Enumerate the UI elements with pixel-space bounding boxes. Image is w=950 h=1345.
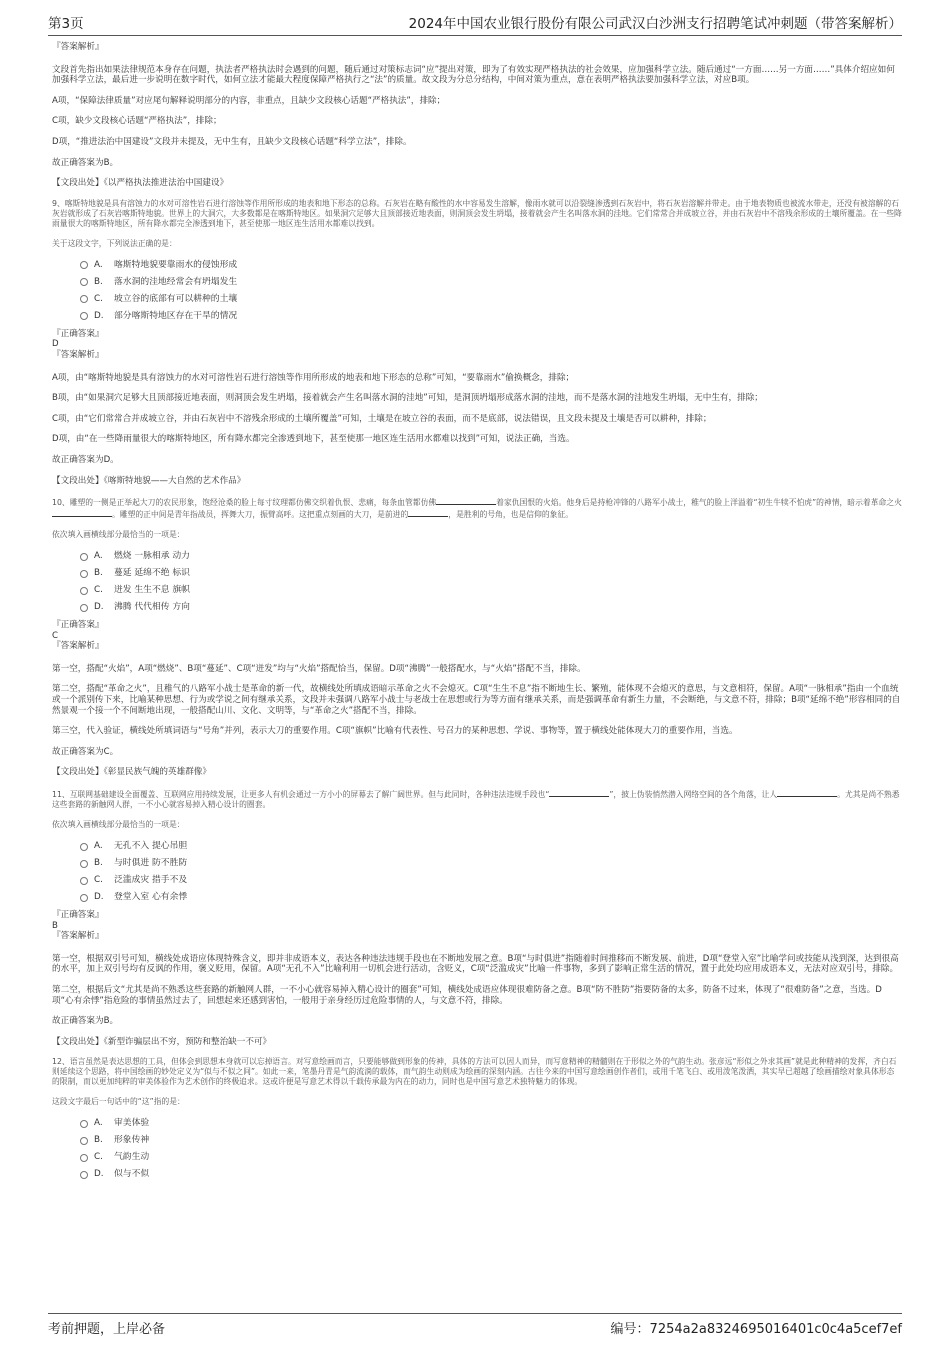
fill-blank [549,788,609,797]
radio-icon[interactable] [80,877,88,885]
q11-source: 【文段出处】《新型诈骗层出不穷，预防和整治缺一不可》 [52,1036,272,1047]
q9-conclusion: 故正确答案为D。 [52,454,119,465]
q11-question: 依次填入画横线部分最恰当的一项是： [52,820,185,830]
radio-icon[interactable] [80,1120,88,1128]
q10-analysis-3: 第三空，代入验证，横线处所填词语与“号角”并列，表示大刀的重要作用。C项“旗帜”比喻有代表性、号召力的某种思想、学说、事物等，置于横线处能体现大刀的重要作用，当选。 [52,726,738,737]
q10-options [80,548,902,616]
option-c[interactable]: C. 迸发 生生不息 旗帜 [80,582,902,599]
q11-options [80,838,902,906]
radio-icon[interactable] [80,1137,88,1145]
q9-stem: 9、喀斯特地貌是具有溶蚀力的水对可溶性岩石进行溶蚀等作用所形成的地表和地下形态的总称。石灰岩在略有酸性的水中容易发生溶解，像雨水就可以沿裂缝渗透到石灰岩中，将石灰岩溶解并带走。由于地表物质也被流水带走，还没有被溶解的石灰岩就形成了石灰岩喀斯特地貌。世界上的大洞穴，大多数都是在喀斯特地区。如果洞穴足够大且顶部接近地表面，则洞顶会发生坍塌，接着就会产生名叫落水洞的洼地。它们常常合并成坡立谷，并由石灰岩中不溶残余形成的土壤所覆盖。在一些降雨量很大的喀斯特地区，所有降水都完全渗透到地下，甚至使那一地区连生活用水都难以找到。 [52,198,902,228]
q10-question: 依次填入画横线部分最恰当的一项是： [52,530,185,540]
radio-icon[interactable] [80,553,88,561]
q12-stem: 12、语言虽然是表达思想的工具，但体会到思想本身就可以忘掉语言。对写意绘画而言，只要能够做到形象的传神，具体的方法可以因人而异，而写意精神的精髓则在于形似之外的气韵生动。张彦远“形似之外求其画”就是此种精神的发挥，齐白石则延续这个思路，将中国绘画的妙处定义为“似与不似之间”。如此一来，笔墨丹青是气韵流淌的载体，而气韵生动则成为绘画的深刻内涵。古往今来的中国写意绘画创作者们，或用千笔飞白、或用泼笔泼洒，其实早已超越了绘画描绘对象具体形态的限制，而以更加纯粹的审美体验作为艺术创作的终极追求。这或许便是写意艺术得以千载传承最为内在的动力，同时也是中国写意艺术独特魅力的体现。 [52,1057,897,1087]
q11-conclusion: 故正确答案为B。 [52,1016,119,1027]
option-d[interactable]: D. 部分喀斯特地区存在干旱的情况 [80,308,902,325]
radio-icon[interactable] [80,860,88,868]
page-number: 第3页 [48,16,84,32]
fill-blank [52,508,112,517]
radio-icon[interactable] [80,295,88,303]
radio-icon[interactable] [80,278,88,286]
radio-icon[interactable] [80,570,88,578]
option-d[interactable]: D. 登堂入室 心有余悸 [80,889,902,906]
q9-analysis-a: A项，由“喀斯特地貌是具有溶蚀力的水对可溶性岩石进行溶蚀等作用所形成的地表和地下形态的总称”可知，“要靠雨水”偷换概念，排除； [52,372,575,383]
q10-answer: C [52,630,59,641]
q8-conclusion: 故正确答案为B。 [52,157,119,168]
q8-analysis-d: D项，“推进法治中国建设”文段并未提及，无中生有，且缺少文段核心话题“科学立法”，排除。 [52,136,412,147]
radio-icon[interactable] [80,843,88,851]
answer-label: 『正确答案』 [52,620,104,631]
answer-label: 『正确答案』 [52,328,104,339]
analysis-label: 『答案解析』 [52,931,104,942]
radio-icon[interactable] [80,1171,88,1179]
footer-slogan: 考前押题，上岸必备 [48,1321,166,1337]
fill-blank [408,508,448,517]
radio-icon[interactable] [80,604,88,612]
q10-conclusion: 故正确答案为C。 [52,746,119,757]
q11-analysis-1: 第一空，根据双引号可知，横线处成语应体现特殊含义，即并非成语本义，表达各种违法违规手段也在不断地发展之意。B项“与时俱进”指随着时间推移而不断发展、前进，D项“登堂入室”比喻学问或技能从浅到深，达到很高的水平，加上双引号均有反讽的作用，褒义贬用，保留。A项“无孔不入”比喻利用一切机会进行活动，含贬义，C项“泛滥成灾”比喻一件事物，多到了影响正常生活的情况，置于此处均应用成语本义，无法对应双引号，排除。 [52,953,899,975]
page-content [52,42,902,1183]
q10-analysis-2: 第二空，搭配“革命之火”，且稚气的八路军小战士是革命的新一代，故横线处所填成语暗示革命之火不会熄灭。C项“生生不息”指不断地生长、繁殖，能体现不会熄灭的意思，与文意相符，保留。A项“一脉相承”指由一个血统或一个派别传下来，比喻某种思想、行为或学说之间有继承关系，文段并未强调八路军小战士与老战士在思想或行为等方面有继承关系，而是强调革命有新生力量，不会断绝，与文意不符，排除；B项“延绵不绝”形容相同的自然景观一个接一个不间断地出现，一般搭配山川、文化、文明等，与“革命之火”搭配不当，排除。 [52,684,901,716]
option-a[interactable]: A. 燃烧 一脉相承 动力 [80,548,902,565]
q9-question: 关于这段文字，下列说法正确的是： [52,238,177,248]
option-a[interactable]: A. 无孔不入 提心吊胆 [80,838,902,855]
q11-stem: 11、互联网基础建设全面覆盖、互联网应用持续发展，让更多人有机会通过一方小小的屏幕去了解广阔世界。但与此同时，各种违法违规手段也“ ”，披上伪装悄然潜入网络空间的各个角落，让人 。尤其是尚不熟悉这些套路的新触网人群，一不小心就容易掉入精心设计的圈套。 [52,790,900,810]
q8-analysis-a: A项，“保障法律质量”对应尾句解释说明部分的内容，非重点，且缺少文段核心话题“严格执法”，排除； [52,95,446,106]
q10-stem: 10、雕塑的一侧是正举起大刀的农民形象，饱经沧桑的脸上每寸纹理都仿佛交织着仇恨、悲痛，每条血管都仿佛 着家仇国恨的火焰。他身后是持枪冲锋的八路军小战士，稚气的脸上洋溢着“初生牛犊不怕虎”的神情，暗示着革命之火。雕塑的正中间是青年指战员，挥舞大刀，振臂高呼。这把重点刻画的大刀，是前进的 ，是胜利的号角，也是信仰的象征。 [52,498,902,520]
q10-source: 【文段出处】《彰显民族气魄的英雄群像》 [52,767,211,778]
q9-options [80,257,902,325]
radio-icon[interactable] [80,894,88,902]
q9-answer: D [52,339,59,350]
radio-icon[interactable] [80,261,88,269]
q11-analysis-2: 第二空，根据后文“尤其是尚不熟悉这些套路的新触网人群，一不小心就容易掉入精心设计的圈套”可知，横线处成语应体现很难防备之意。B项“防不胜防”指要防备的太多，防备不过来，体现了“很难防备”之意，当选。D项“心有余悸”指危险的事情虽然过去了，回想起来还感到害怕，一般用于亲身经历过危险事情的人，与文意不符，排除。 [52,985,882,1006]
q8-source: 【文段出处】《以严格执法推进法治中国建设》 [52,178,229,189]
option-b[interactable]: B. 与时俱进 防不胜防 [80,855,902,872]
option-c[interactable]: C. 气韵生动 [80,1149,902,1166]
q9-analysis-d: D项，由“在一些降雨量很大的喀斯特地区，所有降水都完全渗透到地下，甚至使那一地区连生活用水都难以找到”可知，说法正确，当选。 [52,434,575,445]
q12-options [80,1115,902,1183]
q10-analysis-1: 第一空，搭配“火焰”，A项“燃烧”、B项“蔓延”、C项“迸发”均与“火焰”搭配恰当，保留。D项“沸腾”一般搭配水，与“火焰”搭配不当，排除。 [52,663,586,674]
option-d[interactable]: D. 沸腾 代代相传 方向 [80,599,902,616]
option-d[interactable]: D. 似与不似 [80,1166,902,1183]
answer-label: 『正确答案』 [52,910,104,921]
radio-icon[interactable] [80,1154,88,1162]
fill-blank [436,496,496,505]
q12-question: 这段文字最后一句话中的“这”指的是： [52,1097,185,1107]
document-id: 编号：7254a2a8324695016401c0c4a5cef7ef [610,1321,902,1337]
option-c[interactable]: C. 坡立谷的底部有可以耕种的土壤 [80,291,902,308]
analysis-label: 『答案解析』 [52,349,104,360]
page-footer [48,1313,902,1338]
option-c[interactable]: C. 泛滥成灾 措手不及 [80,872,902,889]
q9-analysis-b: B项，由“如果洞穴足够大且顶部接近地表面，则洞顶会发生坍塌，接着就会产生名叫落水洞的洼地”可知，是洞顶坍塌形成落水洞的洼地，而不是落水洞的洼地发生坍塌，无中生有，排除； [52,393,763,404]
q11-answer: B [52,920,58,931]
option-b[interactable]: B. 形象传神 [80,1132,902,1149]
page-header [48,10,902,36]
option-b[interactable]: B. 落水洞的洼地经常会有坍塌发生 [80,274,902,291]
option-b[interactable]: B. 蔓延 延绵不绝 标识 [80,565,902,582]
q9-source: 【文段出处】《喀斯特地貌——大自然的艺术作品》 [52,475,246,486]
q8-analysis-main: 文段首先指出如果法律规范本身存在问题，执法者严格执法时会遇到的问题，随后通过对策标志词“应”提出对策，即为了有效实现严格执法的社会效果，应加强科学立法。随后通过“一方面……另一方面……”具体介绍应如何加强科学立法，最后进一步说明在数字时代，如何立法才能最大程度保障严格执行之“法”的质量。故文段为分总分结构，中间对策为重点，意在表明严格执法要加强科学立法，对应B项。 [52,64,895,86]
radio-icon[interactable] [80,312,88,320]
document-title: 2024年中国农业银行股份有限公司武汉白沙洲支行招聘笔试冲刺题（带答案解析） [408,16,902,32]
analysis-label: 『答案解析』 [52,42,104,52]
fill-blank [777,788,837,797]
analysis-label: 『答案解析』 [52,641,104,652]
option-a[interactable]: A. 喀斯特地貌要靠雨水的侵蚀形成 [80,257,902,274]
q8-analysis-c: C项，缺少文段核心话题“严格执法”，排除； [52,116,222,127]
q9-analysis-c: C项，由“它们常常合并成坡立谷，并由石灰岩中不溶残余形成的土壤所覆盖”可知，土壤是在坡立谷的表面，而不是底部，说法错误，且文段未提及土壤是否可以耕种，排除； [52,413,712,424]
option-a[interactable]: A. 审美体验 [80,1115,902,1132]
radio-icon[interactable] [80,587,88,595]
